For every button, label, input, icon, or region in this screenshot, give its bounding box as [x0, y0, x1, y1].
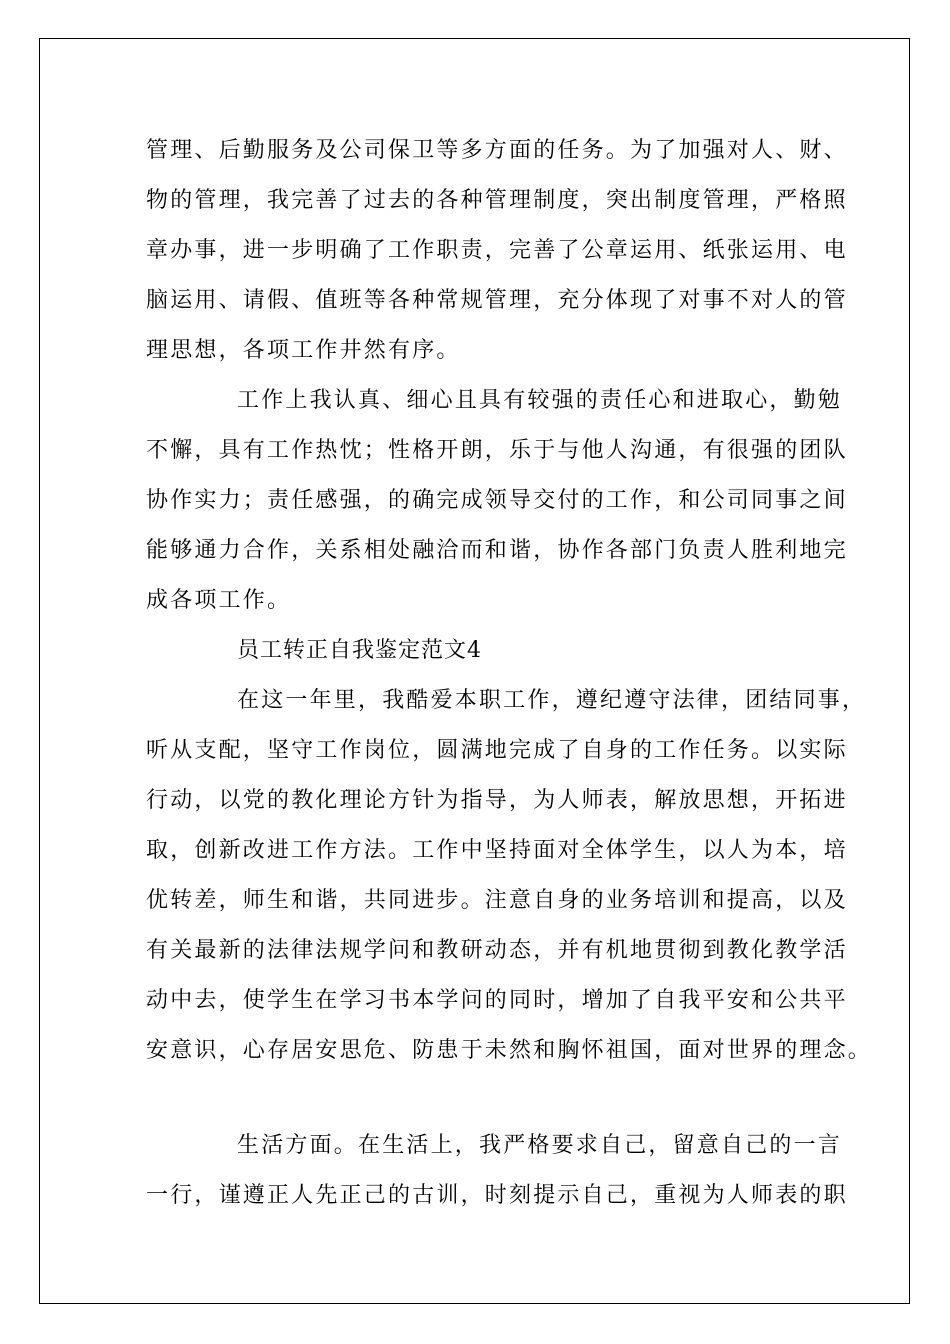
paragraph-1-line-5: 理思想，各项工作井然有序。: [146, 338, 461, 363]
paragraph-3-line-5: 优转差，师生和谐，共同进步。注意自身的业务培训和提高，以及: [146, 888, 848, 913]
paragraph-2-line-2: 不懈，具有工作热忱；性格开朗，乐于与他人沟通，有很强的团队: [146, 438, 848, 463]
paragraph-4-line-1: 生活方面。在生活上，我严格要求自己，留意自己的一言: [237, 1133, 843, 1158]
paragraph-2-line-3: 协作实力；责任感强，的确完成领导交付的工作，和公司同事之间: [146, 488, 848, 513]
paragraph-1-line-1: 管理、后勤服务及公司保卫等多方面的任务。为了加强对人、财、: [146, 138, 848, 163]
paragraph-3-line-3: 行动，以党的教化理论方针为指导，为人师表，解放思想，开拓进: [146, 788, 848, 813]
paragraph-3-line-8: 安意识，心存居安思危、防患于未然和胸怀祖国，面对世界的理念。: [146, 1038, 873, 1063]
paragraph-3-line-4: 取，创新改进工作方法。工作中坚持面对全体学生，以人为本，培: [146, 838, 848, 863]
paragraph-4-line-2: 一行，谨遵正人先正己的古训，时刻提示自己，重视为人师表的职: [146, 1183, 848, 1208]
paragraph-3-line-1: 在这一年里，我酷爱本职工作，遵纪遵守法律，团结同事，: [237, 688, 867, 713]
page-border: [39, 38, 910, 1304]
paragraph-3-line-2: 听从支配，坚守工作岗位，圆满地完成了自身的工作任务。以实际: [146, 738, 848, 763]
paragraph-1-line-3: 章办事，进一步明确了工作职责，完善了公章运用、纸张运用、电: [146, 238, 848, 263]
section-heading: 员工转正自我鉴定范文4: [237, 638, 482, 663]
paragraph-2-line-1: 工作上我认真、细心且具有较强的责任心和进取心，勤勉: [237, 388, 843, 413]
paragraph-3-line-6: 有关最新的法律法规学问和教研动态，并有机地贯彻到教化教学活: [146, 938, 848, 963]
paragraph-2-line-5: 成各项工作。: [146, 588, 292, 613]
paragraph-1-line-2: 物的管理，我完善了过去的各种管理制度，突出制度管理，严格照: [146, 188, 848, 213]
paragraph-3-line-7: 动中去，使学生在学习书本学问的同时，增加了自我平安和公共平: [146, 988, 848, 1013]
paragraph-1-line-4: 脑运用、请假、值班等各种常规管理，充分体现了对事不对人的管: [146, 288, 848, 313]
paragraph-2-line-4: 能够通力合作，关系相处融洽而和谐，协作各部门负责人胜利地完: [146, 538, 848, 563]
